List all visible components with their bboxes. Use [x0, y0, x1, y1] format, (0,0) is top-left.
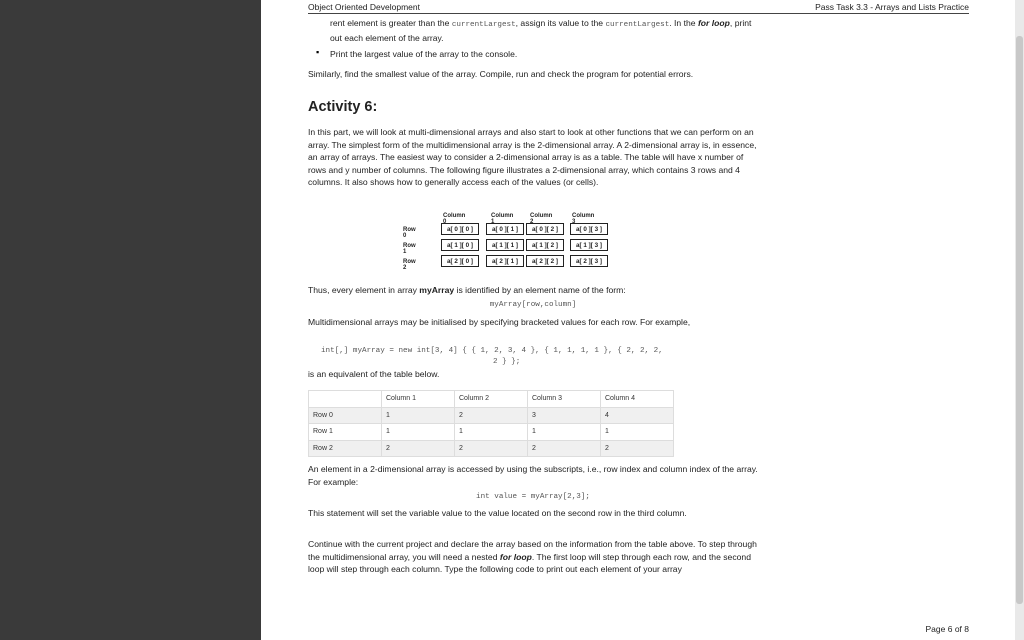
- table-cell: Row 1: [309, 424, 382, 441]
- activity-heading: Activity 6:: [308, 99, 378, 115]
- table-cell: 2: [382, 440, 455, 457]
- table-cell: 3: [528, 407, 601, 424]
- init-code-line-2: 2 } };: [493, 358, 521, 366]
- table-cell: 4: [601, 407, 674, 424]
- figure-cell: a[ 1 ][ 0 ]: [441, 239, 479, 251]
- table-row: [309, 440, 674, 457]
- figure-cell: a[ 2 ][ 3 ]: [570, 255, 608, 267]
- intro-paragraph: rent element is greater than the currentLargest, assign its value to the currentLargest. In the for loop, print out each element of the array.: [330, 18, 752, 43]
- header-divider: [308, 13, 969, 14]
- table-cell: 1: [382, 424, 455, 441]
- identified-paragraph: Thus, every element in array myArray is identified by an element name of the form:: [308, 285, 626, 295]
- access-paragraph: An element in a 2-dimensional array is accessed by using the subscripts, i.e., row index and column index of the array. For example:: [308, 464, 758, 487]
- equivalent-text: is an equivalent of the table below.: [308, 369, 440, 379]
- figure-row-label: Row 0: [403, 227, 416, 239]
- figure-col-label: Column 3: [572, 213, 595, 225]
- figure-row-label: Row 1: [403, 243, 416, 255]
- figure-cell: a[ 1 ][ 2 ]: [526, 239, 564, 251]
- figure-col-label: Column 1: [491, 213, 514, 225]
- bullet-dot: ▪: [316, 47, 320, 57]
- table-row: [309, 424, 674, 441]
- vertical-scrollbar[interactable]: [1015, 0, 1024, 640]
- header-right: Pass Task 3.3 - Arrays and Lists Practice: [815, 2, 969, 12]
- figure-cell: a[ 0 ][ 3 ]: [570, 223, 608, 235]
- bullet-text: Print the largest value of the array to the console.: [330, 49, 518, 59]
- table-cell: Row 0: [309, 407, 382, 424]
- table-cell: 2: [455, 440, 528, 457]
- table-cell: Row 2: [309, 440, 382, 457]
- figure-cell: a[ 0 ][ 2 ]: [526, 223, 564, 235]
- table-cell: 2: [455, 407, 528, 424]
- table-cell: Column 4: [601, 391, 674, 408]
- table-cell: 1: [455, 424, 528, 441]
- figure-cell: a[ 2 ][ 2 ]: [526, 255, 564, 267]
- init-paragraph: Multidimensional arrays may be initialised by specifying bracketed values for each row. For example,: [308, 317, 691, 327]
- access-code: int value = myArray[2,3];: [476, 493, 590, 501]
- table-cell: Column 2: [455, 391, 528, 408]
- scrollbar-thumb[interactable]: [1016, 36, 1023, 604]
- continue-paragraph: Continue with the current project and declare the array based on the information from the table above. To step through the multidimensional array, you will need a nested for loop. The first loop will step through each row, and the second loop will step through each column. Type the following code to print out each element of your array: [308, 539, 757, 575]
- table-cell: [309, 391, 382, 408]
- multidim-paragraph: In this part, we will look at multi-dimensional arrays and also start to look at other functions that we can perform on an array. The simplest form of the multidimensional array is the 2-dimensional array. A 2-dimensional array is, in essence, an array of arrays. The easiest way to consider a 2-dimensional array is as a table. The table will have x number of rows and y number of columns. The following figure illustrates a 2-dimensional array, which contains 3 rows and 4 columns. It also shows how to generally access each of the values (or cells).: [308, 127, 757, 188]
- table-header-row: [309, 391, 674, 408]
- form-code: myArray[row,column]: [489, 301, 577, 309]
- figure-cell: a[ 2 ][ 1 ]: [486, 255, 524, 267]
- page-number: Page 6 of 8: [925, 624, 969, 634]
- table-cell: 1: [601, 424, 674, 441]
- figure-col-label: Column 2: [530, 213, 553, 225]
- table-cell: Column 3: [528, 391, 601, 408]
- figure-cell: a[ 0 ][ 1 ]: [486, 223, 524, 235]
- figure-row-label: Row 2: [403, 259, 416, 271]
- figure-cell: a[ 1 ][ 1 ]: [486, 239, 524, 251]
- table-cell: 2: [601, 440, 674, 457]
- init-code-line-1: int[,] myArray = new int[3, 4] { { 1, 2, 3, 4 }, { 1, 1, 1, 1 }, { 2, 2, 2,: [321, 347, 663, 355]
- table-cell: 2: [528, 440, 601, 457]
- table-cell: 1: [382, 407, 455, 424]
- values-table: [308, 390, 674, 457]
- header-left: Object Oriented Development: [308, 2, 420, 12]
- table-cell: Column 1: [382, 391, 455, 408]
- smallest-paragraph: Similarly, find the smallest value of the array. Compile, run and check the program for potential errors.: [308, 69, 694, 79]
- figure-cell: a[ 1 ][ 3 ]: [570, 239, 608, 251]
- figure-cell: a[ 0 ][ 0 ]: [441, 223, 479, 235]
- table-cell: 1: [528, 424, 601, 441]
- figure-cell: a[ 2 ][ 0 ]: [441, 255, 479, 267]
- document-page: [261, 0, 1015, 640]
- figure-col-label: Column 0: [443, 213, 466, 225]
- statement-paragraph: This statement will set the variable value to the value located on the second row in the third column.: [308, 508, 687, 518]
- table-row: [309, 407, 674, 424]
